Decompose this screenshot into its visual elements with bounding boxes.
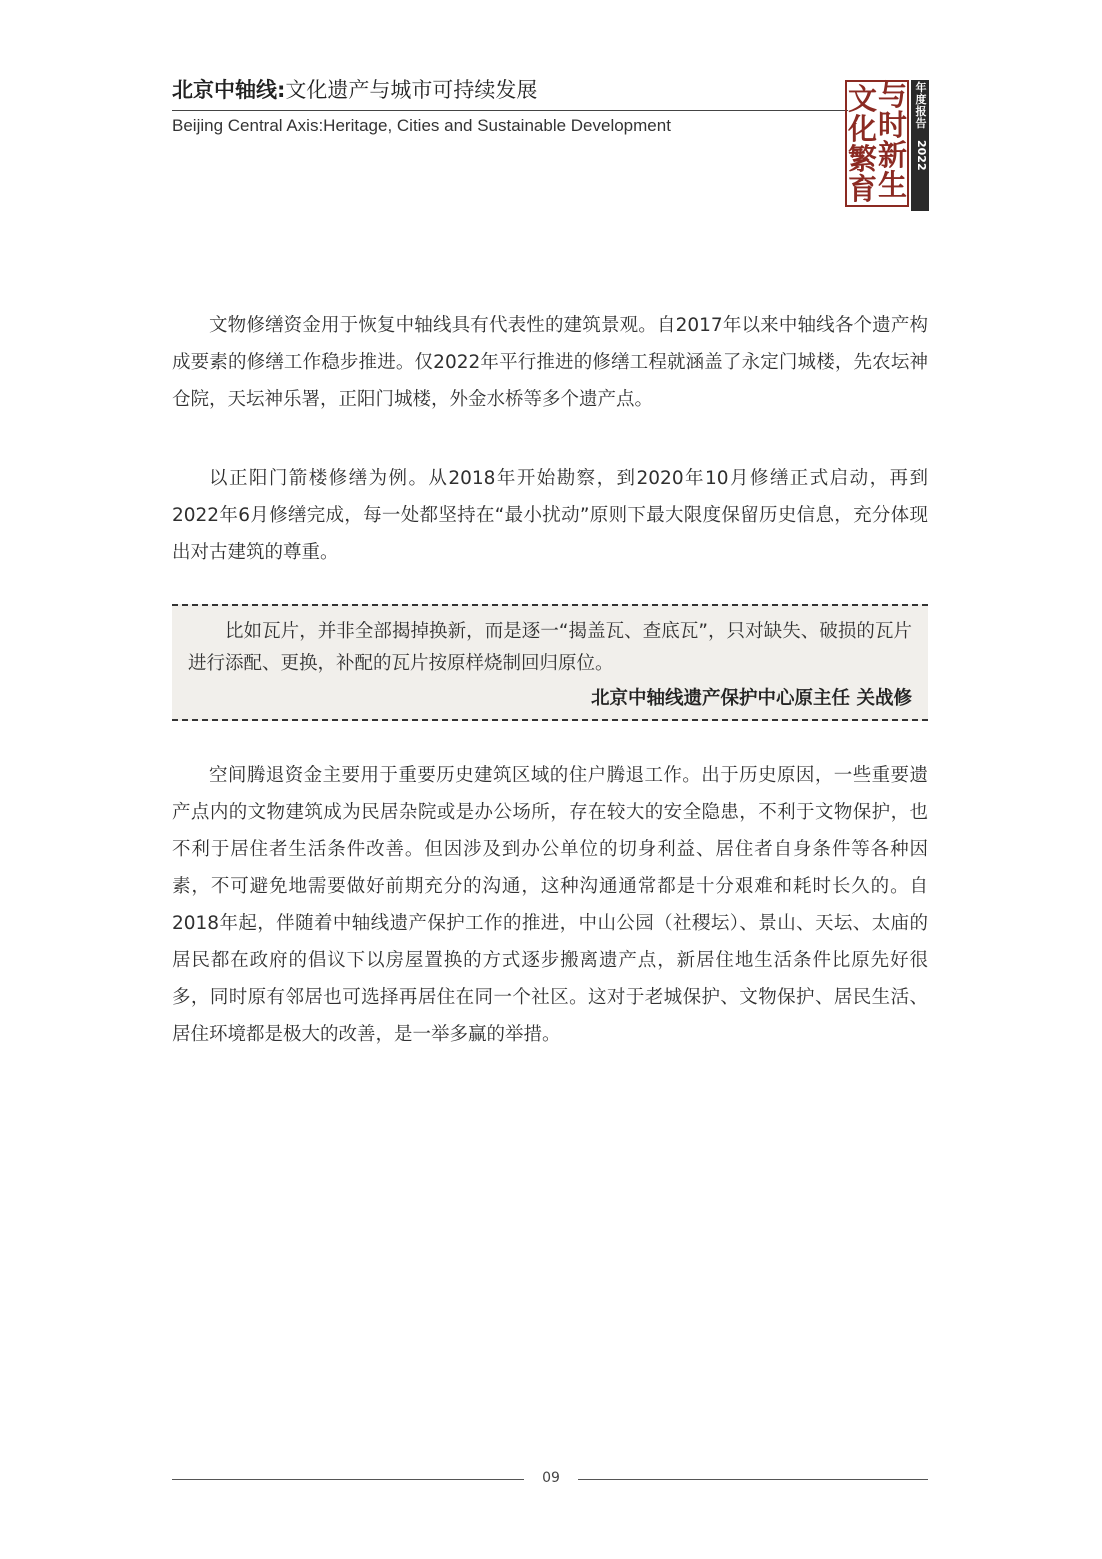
logo-char-8: 生	[878, 168, 908, 202]
page-number: 09	[542, 1470, 560, 1486]
header-subtitle: Beijing Central Axis:Heritage, Cities and Sustainable Development	[172, 116, 671, 135]
header-title-rest: 文化遗产与城市可持续发展	[285, 78, 538, 102]
paragraph-restoration-funds: 文物修缮资金用于恢复中轴线具有代表性的建筑景观。自2017年以来中轴线各个遗产构成要素的修缮工作稳步推进。仅2022年平行推进的修缮工程就涵盖了永定门城楼，先农坛神仓院，天坛神乐署，正阳门城楼，外金水桥等多个遗产点。	[172, 315, 928, 410]
logo-char-5: 与	[878, 78, 908, 112]
logo-char-1: 文	[848, 82, 878, 116]
logo-char-6: 时	[878, 108, 908, 142]
logo-char-3: 繁	[848, 142, 878, 176]
quote-box	[172, 604, 928, 721]
quote-attribution: 北京中轴线遗产保护中心原主任 关战修	[591, 688, 912, 709]
header-title-bold: 北京中轴线:	[172, 78, 286, 102]
footer-rule-right	[578, 1479, 928, 1480]
logo-char-4: 育	[848, 172, 878, 206]
header-rule	[172, 110, 848, 111]
logo-year: 2022	[915, 140, 928, 171]
header-title	[172, 74, 537, 104]
paragraph-relocation-funds: 空间腾退资金主要用于重要历史建筑区域的住户腾退工作。出于历史原因，一些重要遗产点内的文物建筑成为民居杂院或是办公场所，存在较大的安全隐患，不利于文物保护，也不利于居住者生活条件改善。但因涉及到办公单位的切身利益、居住者自身条件等各种因素，不可避免地需要做好前期充分的沟通，这种沟通通常都是十分艰难和耗时长久的。自2018年起，伴随着中轴线遗产保护工作的推进，中山公园（社稷坛）、景山、天坛、太庙的居民都在政府的倡议下以房屋置换的方式逐步搬离遗产点，新居住地生活条件比原先好很多，同时原有邻居也可选择再居住在同一个社区。这对于老城保护、文物保护、居民生活、居住环境都是极大的改善，是一举多赢的举措。	[172, 765, 928, 1045]
quote-text: 比如瓦片，并非全部揭掉换新，而是逐一“揭盖瓦、查底瓦”，只对缺失、破损的瓦片进行添配、更换，补配的瓦片按原样烧制回归原位。	[188, 621, 912, 674]
logo-strip-label: 年度报告	[915, 81, 927, 130]
footer-rule-left	[172, 1479, 524, 1480]
paragraph-zhengyangmen-example: 以正阳门箭楼修缮为例。从2018年开始勘察，到2020年10月修缮正式启动，再到2022年6月修缮完成，每一处都坚持在“最小扰动”原则下最大限度保留历史信息，充分体现出对古建筑的尊重。	[172, 468, 928, 563]
logo-char-7: 新	[878, 138, 908, 172]
report-logo	[845, 80, 929, 211]
logo-char-2: 化	[848, 112, 878, 146]
